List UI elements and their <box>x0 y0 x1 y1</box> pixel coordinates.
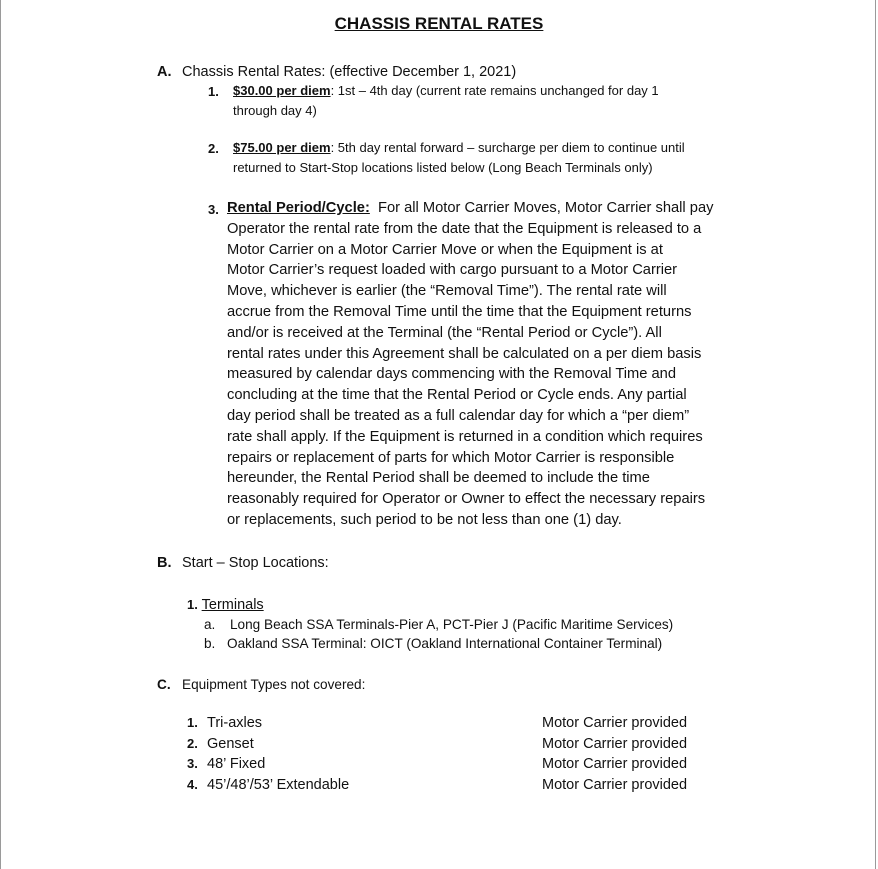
terminals-heading <box>187 597 264 613</box>
section-a-heading <box>157 64 516 80</box>
section-a-letter: A. <box>157 64 172 80</box>
rental-period-line: Motor Carrier’s request loaded with cargo pursuant to a Motor Carrier <box>227 262 678 279</box>
rental-period-line: concluding at the time that the Rental Period or Cycle ends. Any partial <box>227 387 687 404</box>
rental-period-line: rate shall apply. If the Equipment is returned in a condition which requires <box>227 428 703 445</box>
rental-period-number: 3. <box>208 202 219 217</box>
equipment-name: Genset <box>207 736 254 752</box>
rental-period-line: reasonably required for Operator or Owner to effect the necessary repairs <box>227 491 706 508</box>
rental-period-line: rental rates under this Agreement shall be calculated on a per diem basis <box>227 345 702 362</box>
terminals-number: 1. <box>187 597 198 612</box>
equipment-provider: Motor Carrier provided <box>542 715 688 731</box>
section-a-title: Chassis Rental Rates: (effective December 1, 2021) <box>182 64 517 80</box>
rental-period-line: hereunder, the Rental Period shall be deemed to include the time <box>227 470 650 487</box>
section-b-heading <box>157 555 329 571</box>
equipment-row <box>187 736 254 752</box>
equipment-provider: Motor Carrier provided <box>542 756 688 772</box>
rental-period-line: Operator the rental rate from the date that the Equipment is released to a <box>227 220 702 237</box>
equipment-provider: Motor Carrier provided <box>542 777 688 793</box>
rental-period-paragraph <box>227 198 752 531</box>
rental-period-line: day period shall be treated as a full calendar day for which a “per diem” <box>227 407 690 424</box>
rental-period-line: repairs or replacement of parts for which Motor Carrier is responsible <box>227 449 675 466</box>
equipment-number: 2. <box>187 736 198 751</box>
rate-2-text-line2: returned to Start-Stop locations listed below (Long Beach Terminals only) <box>233 160 653 175</box>
rate-2-label: $75.00 per diem <box>233 140 331 155</box>
rental-period-line: Motor Carrier on a Motor Carrier Move or when the Equipment is at <box>227 241 663 258</box>
location-a-text: Long Beach SSA Terminals-Pier A, PCT-Pier J (Pacific Maritime Services) <box>230 617 674 632</box>
rental-period-line: measured by calendar days commencing with the Removal Time and <box>227 366 677 383</box>
equipment-name: 45’/48’/53’ Extendable <box>207 777 350 793</box>
location-a <box>204 615 673 635</box>
rental-period-line: and/or is received at the Terminal (the “Rental Period or Cycle”). All <box>227 324 662 341</box>
equipment-row <box>187 777 349 793</box>
rate-1-text-line2: through day 4) <box>233 103 317 118</box>
rate-2 <box>233 138 685 178</box>
section-c-letter: C. <box>157 677 171 692</box>
equipment-name: 48’ Fixed <box>207 756 266 772</box>
rate-1-label: $30.00 per diem <box>233 83 331 98</box>
section-c-heading <box>157 677 365 692</box>
equipment-number: 1. <box>187 715 198 730</box>
equipment-number: 3. <box>187 756 198 771</box>
rental-period-line: accrue from the Removal Time until the time that the Equipment returns <box>227 303 692 320</box>
location-a-letter: a. <box>204 617 216 632</box>
equipment-row <box>187 756 265 772</box>
equipment-provider: Motor Carrier provided <box>542 736 688 752</box>
rate-2-number: 2. <box>208 141 219 156</box>
rate-2-text-line1: : 5th day rental forward – surcharge per diem to continue until <box>330 140 685 155</box>
location-b <box>204 634 662 654</box>
terminals-label: Terminals <box>201 597 264 613</box>
section-c-title: Equipment Types not covered: <box>182 677 366 692</box>
rental-period-line: Move, whichever is earlier (the “Removal Time”). The rental rate will <box>227 283 667 300</box>
rate-1-number: 1. <box>208 84 219 99</box>
rate-1-text-line1: : 1st – 4th day (current rate remains unchanged for day 1 <box>330 83 659 98</box>
equipment-name: Tri-axles <box>207 715 263 731</box>
equipment-number: 4. <box>187 777 198 792</box>
location-b-letter: b. <box>204 636 216 651</box>
section-b-title: Start – Stop Locations: <box>182 555 329 571</box>
equipment-row <box>187 715 262 731</box>
rental-period-label: Rental Period/Cycle: <box>227 200 370 216</box>
rental-period-line: or replacements, such period to be not less than one (1) day. <box>227 511 622 528</box>
section-b-letter: B. <box>157 555 172 571</box>
rental-period-line: For all Motor Carrier Moves, Motor Carrier shall pay <box>378 200 714 216</box>
location-b-text: Oakland SSA Terminal: OICT (Oakland International Container Terminal) <box>227 636 663 651</box>
rate-1 <box>233 81 659 121</box>
document-title: CHASSIS RENTAL RATES <box>334 14 544 33</box>
